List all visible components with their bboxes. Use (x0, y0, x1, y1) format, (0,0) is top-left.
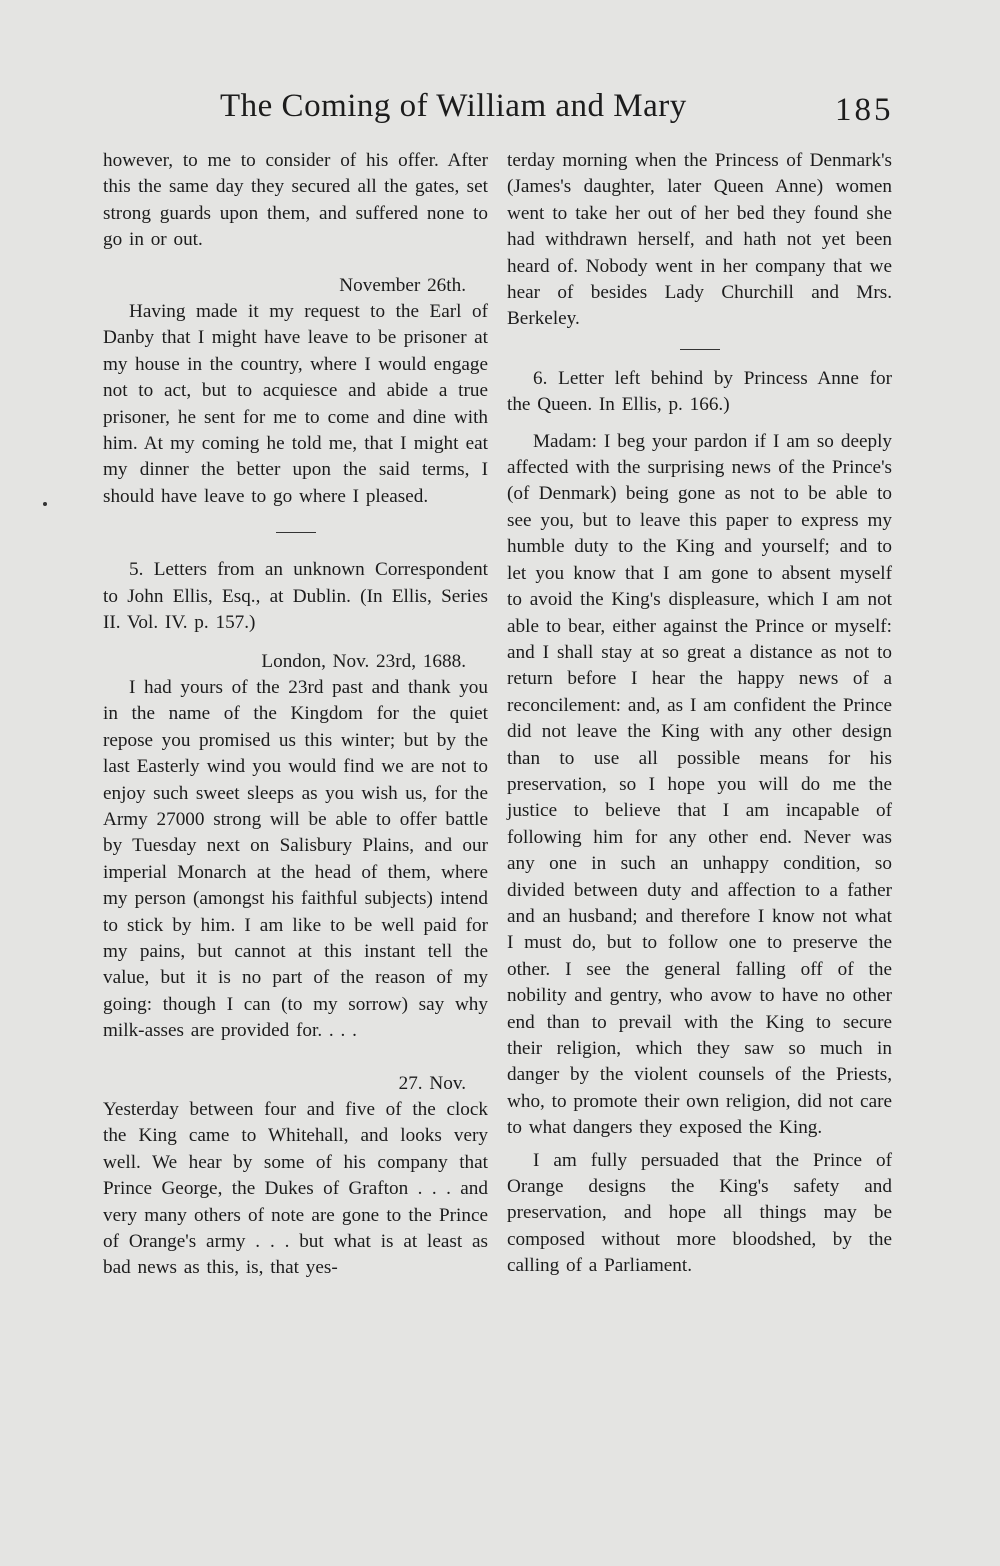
dateline: November 26th. (339, 274, 466, 296)
section-heading: 5. Letters from an unknown Correspondent to John Ellis, Esq., at Dublin. (In Ellis, Series II. Vol. IV. p. 157.) (103, 559, 488, 634)
paragraph: I am fully persuaded that the Prince of Orange designs the King's safety and preservation, and hope all things may be composed without more bloodshed, by the calling of a Parliament. (507, 1149, 892, 1277)
paragraph: however, to me to consider of his offer. After this the same day they secured all the gates, set strong guards upon them, and suffered none to go in or out. (103, 150, 488, 251)
paragraph: terday morning when the Princess of Denmark's (James's daughter, later Queen Anne) women went to take her out of her bed they found she had withdrawn herself, and hath not yet been heard of. Nobody went in her company that we hear of besides Lady Churchill and Mrs. Berkeley. (507, 150, 892, 330)
section-heading: 6. Letter left behind by Princess Anne for the Queen. In Ellis, p. 166.) (507, 367, 892, 416)
section-divider (276, 532, 316, 533)
dateline: 27. Nov. (398, 1072, 466, 1094)
right-column (507, 148, 892, 1280)
section-divider (680, 349, 720, 350)
paragraph: I had yours of the 23rd past and thank you in the name of the Kingdom for the quiet repose you promised us this winter; but by the last Easterly wind you would find we are not to enjoy such sweet sleeps as you wish us, for the Army 27000 strong will be able to offer battle by Tuesday next on Salisbury Plains, and our imperial Monarch at the head of them, where my person (amongst his faithful subjects) intend to stick by him. I am like to be well paid for my pains, but cannot at this instant tell the value, but it is no part of the reason of my going: though I can (to my sorrow) say why milk-asses are provided for. . . . (103, 676, 488, 1042)
running-title: The Coming of William and Mary (220, 88, 687, 124)
paragraph: Yesterday between four and five of the clock the King came to Whitehall, and looks very well. We hear by some of his company that Prince George, the Dukes of Grafton . . . and very many others of note are gone to the Prince of Orange's army . . . but what is at least as bad news as this, is, that yes- (103, 1099, 488, 1279)
margin-mark (43, 502, 47, 506)
page-number: 185 (835, 92, 894, 128)
left-column (103, 148, 488, 1282)
paragraph: Having made it my request to the Earl of Danby that I might have leave to be prisoner at my house in the country, where I would engage not to act, but to acquiesce and abide a true prisoner, he sent for me to come and dine with him. At my coming he told me, that I might eat my dinner the better upon the said terms, I should have leave to go where I pleased. (103, 301, 488, 507)
dateline: London, Nov. 23rd, 1688. (261, 650, 466, 672)
paragraph: Madam: I beg your pardon if I am so deeply affected with the surprising news of the Prince's (of Denmark) being gone as not to be able to see you, but to leave this paper to express my humble duty to the King and yourself; and to let you know that I am gone to absent myself to avoid the King's displeasure, which I am not able to bear, either against the Prince or myself: and I shall stay at so great a distance as not to return before I hear the happy news of a reconcilement: and, as I am confident the Prince did not leave the King with any other design than to use all possible means for his preservation, so I hope you will do me the justice to believe that I am incapable of following him for any other end. Never was any one in such an unhappy condition, so divided between duty and affection to a father and an husband; and therefore I know not what I must do, but to follow one to preserve the other. I see the general falling off of the nobility and gentry, who avow to have no other end than to prevail with the King to secure their religion, which they saw so much in danger by the violent counsels of the Priests, who, to promote their own religion, did not care to what dangers they exposed the King. (507, 430, 892, 1139)
